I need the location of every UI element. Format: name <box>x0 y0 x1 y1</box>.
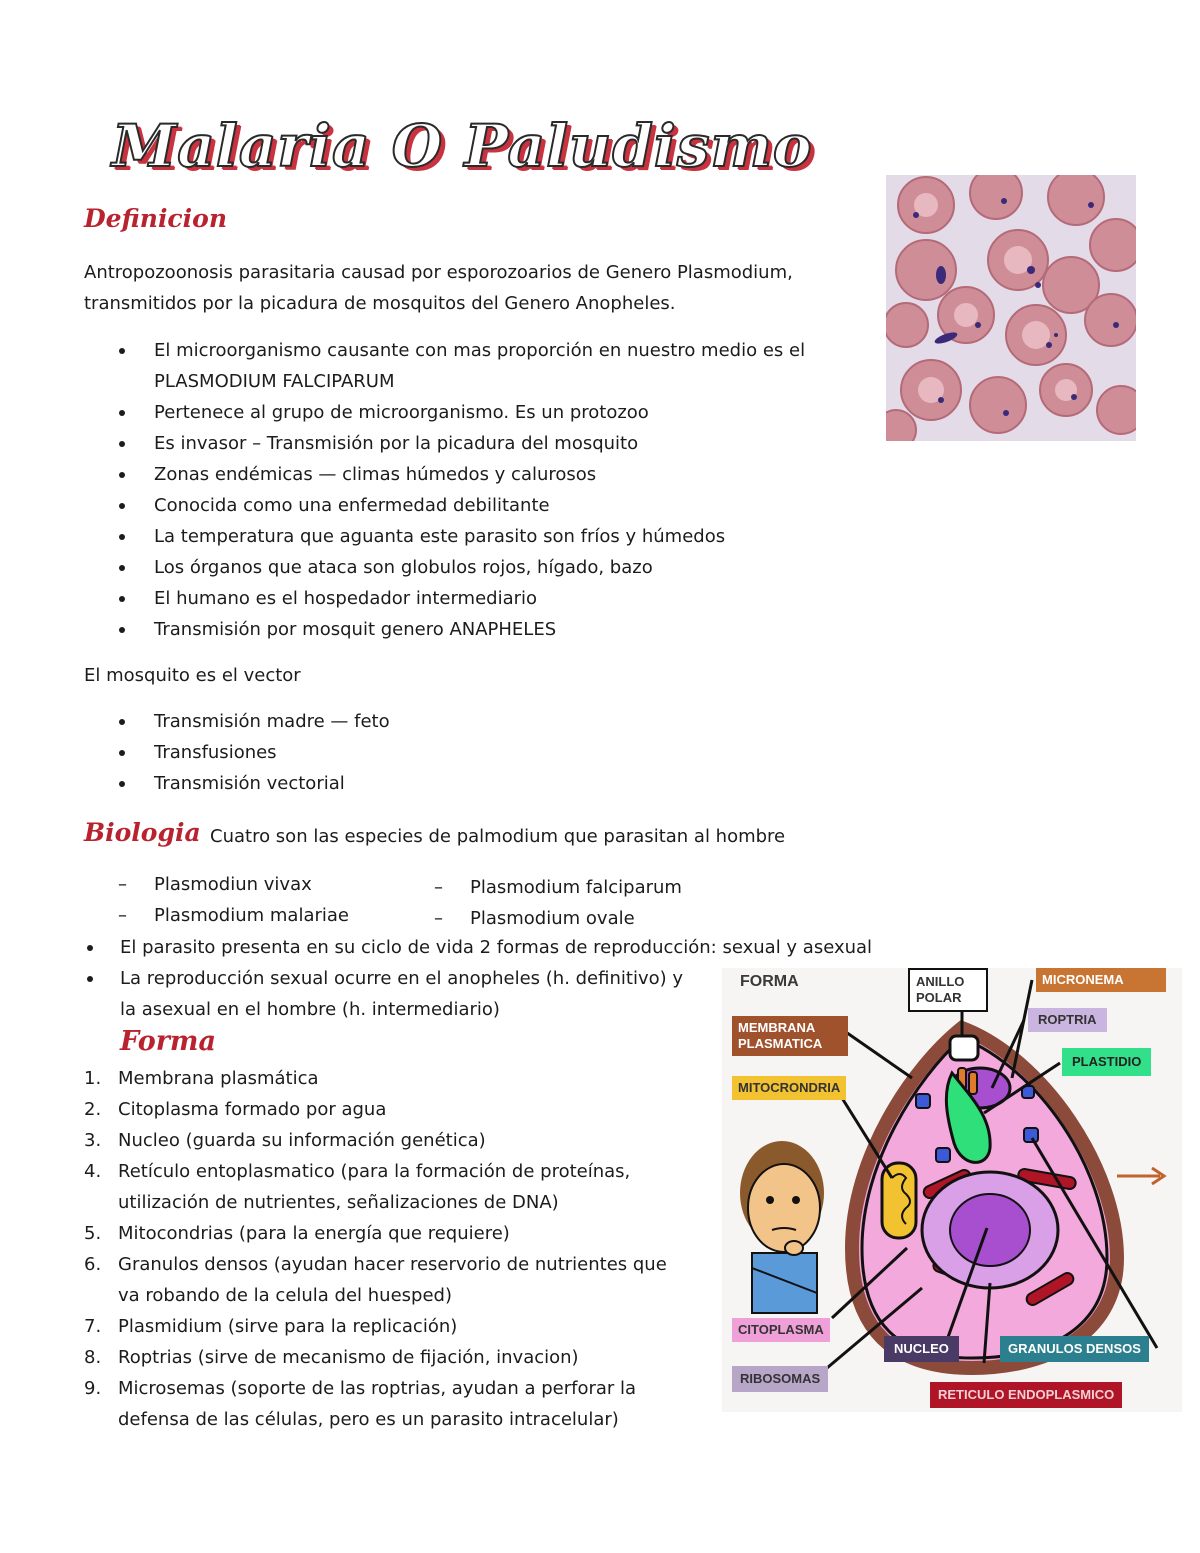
list-item: Los órganos que ataca son globulos rojos, hígado, bazo <box>84 552 805 583</box>
list-item: Transfusiones <box>84 737 390 768</box>
species-list-right <box>434 872 682 934</box>
list-item <box>84 1063 667 1094</box>
list-item-continuation: la asexual en el hombre (h. intermediario) <box>120 999 500 1020</box>
species-list-left <box>118 869 349 931</box>
list-text: Retículo entoplasmatico (para la formación de proteínas, <box>118 1161 631 1182</box>
list-item: Zonas endémicas — climas húmedos y calurosos <box>84 459 805 490</box>
blood-smear-photo <box>886 175 1136 441</box>
list-item: – Plasmodiun vivax <box>118 869 349 900</box>
vector-bullet-list <box>84 706 390 799</box>
definicion-paragraph-line-2: transmitidos por la picadura de mosquitos del Genero Anopheles. <box>84 293 676 314</box>
label-membrana: MEMBRANA PLASMATICA <box>732 1016 848 1056</box>
label-nucleo: NUCLEO <box>884 1336 959 1362</box>
list-text: Microsemas (soporte de las roptrias, ayudan a perforar la <box>118 1378 637 1399</box>
vector-line: El mosquito es el vector <box>84 665 301 686</box>
page-title: Malaria O Paludismo <box>112 112 813 180</box>
label-plastidio: PLASTIDIO <box>1062 1048 1151 1076</box>
forma-heading: Forma <box>120 1026 216 1057</box>
list-number: 8. <box>84 1347 102 1368</box>
list-item <box>84 1373 667 1435</box>
definicion-bullet-list <box>84 335 805 645</box>
thinking-cartoon-icon <box>740 1141 824 1313</box>
list-text: Granulos densos (ayudan hacer reservorio de nutrientes que <box>118 1254 667 1275</box>
list-item: Transmisión vectorial <box>84 768 390 799</box>
list-item: Transmisión madre — feto <box>84 706 390 737</box>
label-reticulo: RETICULO ENDOPLASMICO <box>930 1382 1122 1408</box>
list-item <box>84 1311 667 1342</box>
diagram-title: FORMA <box>740 973 799 990</box>
list-number: 9. <box>84 1378 102 1399</box>
list-item: – Plasmodium malariae <box>118 900 349 931</box>
arrow-right-icon <box>1117 1168 1164 1184</box>
label-ribosomas: RIBOSOMAS <box>732 1366 828 1392</box>
forma-numbered-list <box>84 1063 667 1435</box>
list-item: Es invasor – Transmisión por la picadura del mosquito <box>84 428 805 459</box>
label-citoplasma: CITOPLASMA <box>732 1318 830 1342</box>
list-text: Citoplasma formado por agua <box>118 1099 387 1120</box>
list-item <box>84 1218 667 1249</box>
list-item-continuation: PLASMODIUM FALCIPARUM <box>154 371 395 392</box>
definicion-heading: Definicion <box>84 204 228 233</box>
list-item: Transmisión por mosquit genero ANAPHELES <box>84 614 805 645</box>
list-item <box>84 1249 667 1311</box>
list-number: 3. <box>84 1130 102 1151</box>
list-item <box>84 1094 667 1125</box>
list-text: defensa de las células, pero es un parasito intracelular) <box>118 1409 619 1430</box>
list-number: 1. <box>84 1068 102 1089</box>
list-text: Nucleo (guarda su información genética) <box>118 1130 486 1151</box>
definicion-paragraph-line-1: Antropozoonosis parasitaria causad por esporozoarios de Genero Plasmodium, <box>84 262 793 283</box>
list-number: 4. <box>84 1161 102 1182</box>
list-item: La temperatura que aguanta este parasito son fríos y húmedos <box>84 521 805 552</box>
list-item: El microorganismo causante con mas proporción en nuestro medio es el <box>84 335 805 366</box>
label-mitocondria: MITOCRONDRIA <box>732 1076 846 1100</box>
list-item <box>84 1156 667 1218</box>
list-text: Roptrias (sirve de mecanismo de fijación, invacion) <box>118 1347 579 1368</box>
list-text: Mitocondrias (para la energía que requiere) <box>118 1223 510 1244</box>
list-item: – Plasmodium ovale <box>434 903 682 934</box>
biologia-intro: Cuatro son las especies de palmodium que parasitan al hombre <box>210 826 786 847</box>
list-number: 2. <box>84 1099 102 1120</box>
list-item: Pertenece al grupo de microorganismo. Es un protozoo <box>84 397 805 428</box>
list-text: Plasmidium (sirve para la replicación) <box>118 1316 458 1337</box>
list-item: – Plasmodium falciparum <box>434 872 682 903</box>
biologia-heading: Biologia <box>84 818 201 847</box>
list-item: El parasito presenta en su ciclo de vida 2 formas de reproducción: sexual y asexual <box>84 932 872 963</box>
list-number: 6. <box>84 1254 102 1275</box>
list-item: Conocida como una enfermedad debilitante <box>84 490 805 521</box>
list-number: 7. <box>84 1316 102 1337</box>
list-item: La reproducción sexual ocurre en el anopheles (h. definitivo) y <box>84 963 872 994</box>
list-number: 5. <box>84 1223 102 1244</box>
list-text: va robando de la celula del huesped) <box>118 1285 452 1306</box>
list-item <box>84 1125 667 1156</box>
label-micronema: MICRONEMA <box>1036 968 1166 992</box>
label-roptria: ROPTRIA <box>1028 1008 1107 1032</box>
list-text: Membrana plasmática <box>118 1068 319 1089</box>
list-item <box>84 1342 667 1373</box>
list-item: El humano es el hospedador intermediario <box>84 583 805 614</box>
parasite-diagram <box>722 968 1182 1412</box>
label-granulos: GRANULOS DENSOS <box>1000 1336 1149 1362</box>
blood-smear-image <box>886 175 1136 441</box>
label-anillo-polar: ANILLO POLAR <box>908 968 988 1012</box>
list-text: utilización de nutrientes, señalizaciones de DNA) <box>118 1192 559 1213</box>
